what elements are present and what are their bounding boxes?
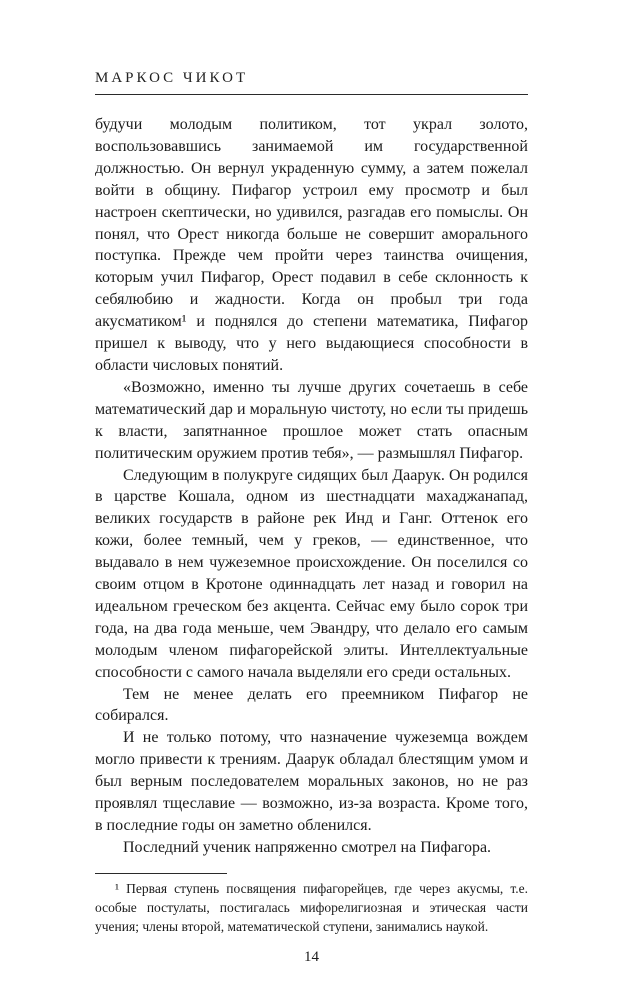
body-paragraph: Тем не менее делать его преемником Пифагор не собирался.: [95, 685, 528, 725]
body-paragraph: Следующим в полукруге сидящих был Даарук. Он родился в царстве Кошала, одном из шестнадцати махаджанапад, великих государств в районе рек Инд и Ганг. Оттенок его кожи, более темный, чем у греков, — единственное, что выдавало в нем чужеземное происхождение. Он поселился со своим отцом в Кротоне одиннадцать лет назад и говорил на идеальном греческом без акцента. Сейчас ему было сорок три года, на два года меньше, чем Эвандру, что делало его самым молодым членом пифагорейской элиты. Интеллектуальные способности с самого начала выделяли его среди остальных.: [95, 466, 528, 681]
running-head-author: МАРКОС ЧИКОТ: [95, 70, 249, 86]
body-text: [95, 114, 528, 859]
footnote-rule: [95, 873, 227, 874]
header-rule: [95, 94, 528, 95]
body-paragraph: Последний ученик напряженно смотрел на Пифагора.: [123, 838, 492, 856]
page-header: [95, 70, 528, 95]
page-number: 14: [304, 949, 319, 966]
page-footer: [95, 873, 528, 966]
body-paragraph: «Возможно, именно ты лучше других сочетаешь в себе математический дар и моральную чистоту, но если ты придешь к власти, запятнанное прошлое может стать опасным политическим оружием против тебя», — размышлял Пифагор.: [95, 378, 528, 462]
body-paragraph: будучи молодым политиком, тот украл золото, воспользовавшись занимаемой им государственной должностью. Он вернул украденную сумму, а затем пожелал войти в общину. Пифагор устроил ему просмотр и был настроен скептически, но удивился, разгадав его помыслы. Он понял, что Орест никогда больше не совершит аморального поступка. Прежде чем пройти через таинства очищения, которым учил Пифагор, Орест подавил в себе склонность к себялюбию и жадности. Когда он пробыл три года акусматиком¹ и поднялся до степени математика, Пифагор пришел к выводу, что у него выдающиеся способности в области числовых понятий.: [95, 116, 528, 374]
body-paragraph: И не только потому, что назначение чужеземца вождем могло привести к трениям. Даарук обладал блестящим умом и был верным последователем моральных законов, но не раз проявлял тщеславие — возможно, из-за возраста. Кроме того, в последние годы он заметно обленился.: [95, 729, 528, 834]
footnote: ¹ Первая ступень посвящения пифагорейцев, где через акусмы, т.е. особые постулаты, постигалась мифорелигиозная и этическая части учения; члены второй, математической ступени, занимались наукой.: [95, 880, 528, 935]
